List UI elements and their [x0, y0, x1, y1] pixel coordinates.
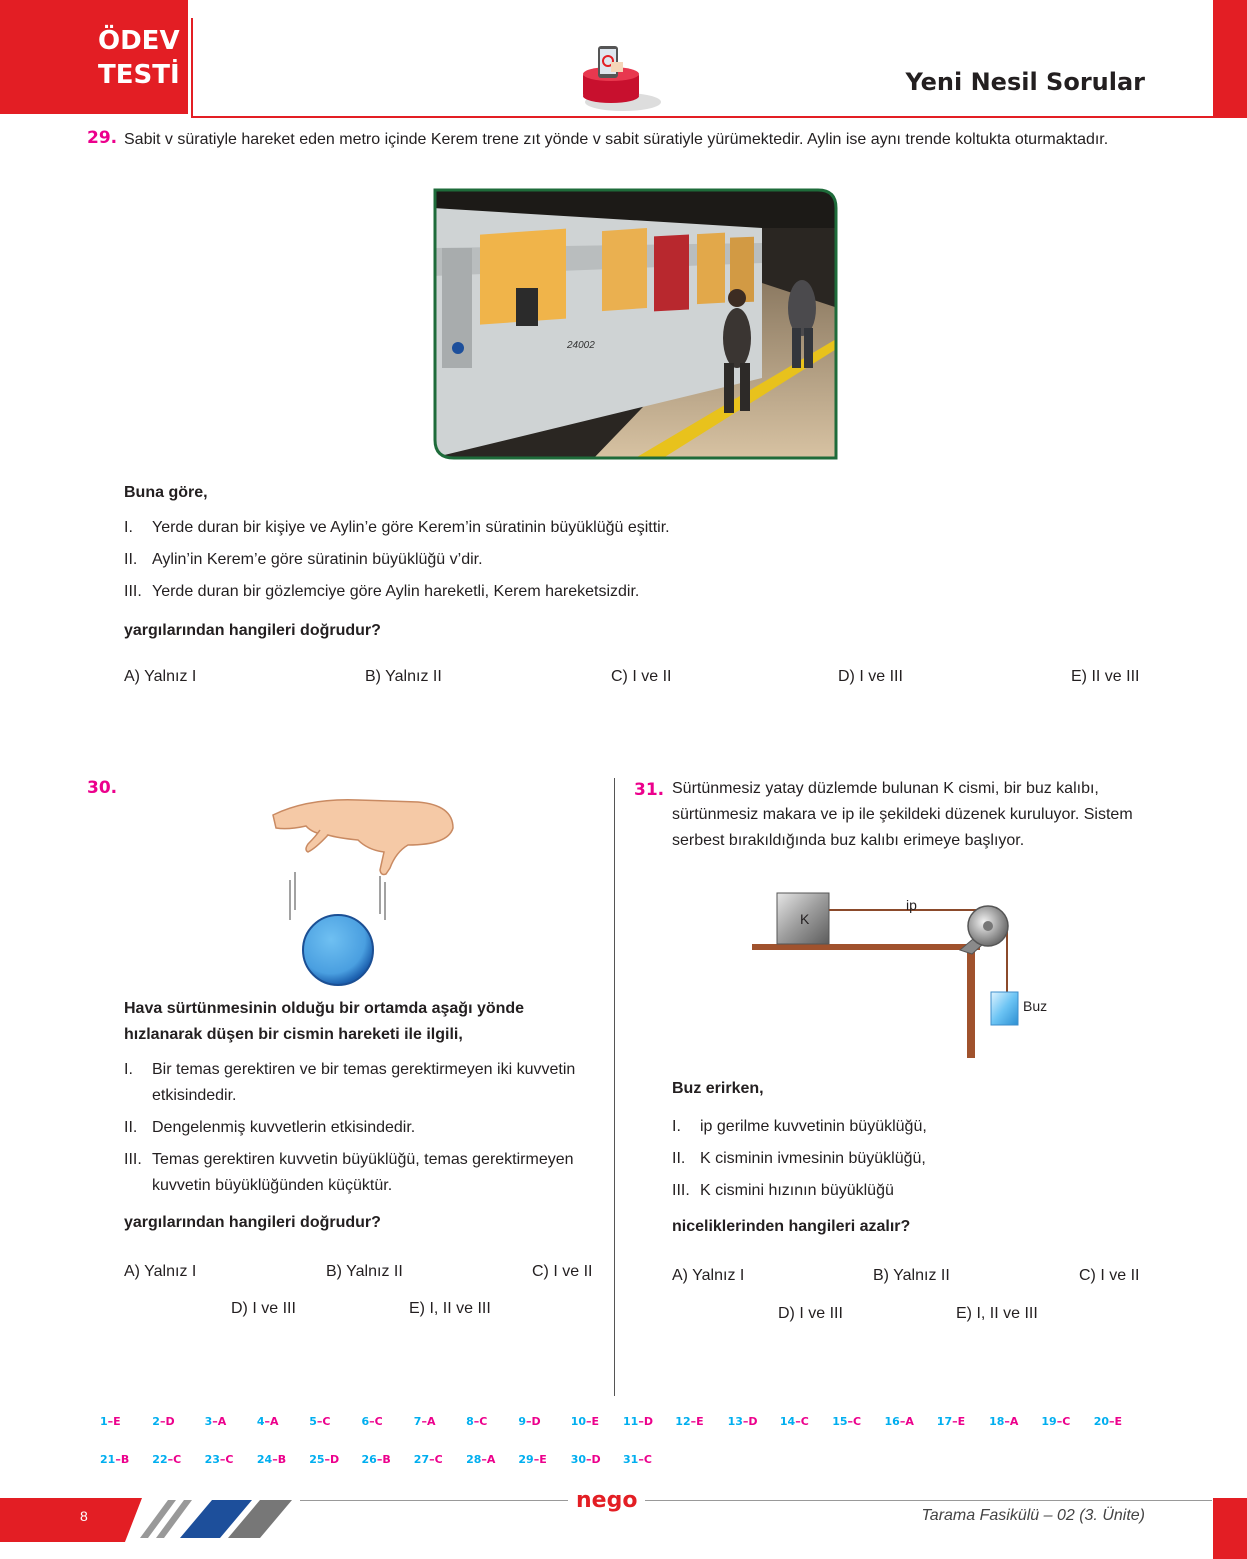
answer-key-letter: E	[113, 1415, 121, 1428]
answer-key-dash: –	[167, 1453, 174, 1466]
question-31-option-a[interactable]: A) Yalnız I	[672, 1267, 745, 1284]
answer-key-letter: D	[591, 1453, 601, 1466]
answer-key-dash: –	[1109, 1415, 1115, 1428]
answer-key-letter: A	[486, 1453, 496, 1466]
label-buz: Buz	[1023, 998, 1048, 1014]
answer-key-item	[885, 1415, 914, 1428]
footer-stripes	[132, 1498, 302, 1542]
question-29-statement-3: III. Yerde duran bir gözlemciye göre Aylin hareketli, Kerem hareketsizdir.	[124, 583, 640, 600]
answer-key-letter: C	[173, 1453, 182, 1466]
answer-key-letter: C	[374, 1415, 383, 1428]
answer-key-dash: –	[952, 1415, 958, 1428]
question-29-option-c[interactable]: C) I ve II	[611, 668, 672, 685]
answer-key-number: 3	[204, 1415, 213, 1428]
answer-key-dash: –	[526, 1415, 532, 1428]
answer-key-item	[152, 1453, 181, 1466]
answer-key-item	[257, 1415, 279, 1428]
answer-key-dash: –	[376, 1453, 383, 1466]
question-30-statement-3: III. Temas gerektiren kuvvetin büyüklüğü, temas gerektirmeyen kuvvetin büyüklüğünden küçüktür.	[124, 1151, 574, 1194]
answer-key-number: 10	[570, 1415, 586, 1428]
answer-key-letter: D	[748, 1415, 758, 1428]
booklet-title: Tarama Fasikülü – 02 (3. Ünite)	[921, 1507, 1145, 1524]
answer-key-item	[309, 1415, 330, 1428]
answer-key-item	[100, 1453, 129, 1466]
question-30-number: 30.	[87, 778, 118, 798]
answer-key-item	[414, 1415, 436, 1428]
answer-key-number: 15	[832, 1415, 848, 1428]
question-29-option-a[interactable]: A) Yalnız I	[124, 668, 197, 685]
answer-key-number: 19	[1041, 1415, 1057, 1428]
answer-key-number: 5	[309, 1415, 317, 1428]
answer-key-dash: –	[421, 1415, 427, 1428]
test-badge	[0, 0, 188, 114]
question-31-option-c[interactable]: C) I ve II	[1079, 1267, 1140, 1284]
answer-key-letter: A	[905, 1415, 914, 1428]
answer-key-dash: –	[316, 1415, 323, 1428]
answer-key-dash: –	[795, 1415, 801, 1428]
phone-at-icon	[578, 44, 664, 114]
question-29-option-b[interactable]: B) Yalnız II	[365, 668, 442, 685]
question-30-option-b[interactable]: B) Yalnız II	[326, 1263, 403, 1280]
train-number: 24002	[567, 340, 595, 351]
corner-bar-bottom	[1213, 1498, 1247, 1559]
answer-key-number: 31	[623, 1453, 639, 1466]
answer-key-dash: –	[638, 1453, 644, 1466]
answer-key-number: 20	[1093, 1415, 1109, 1428]
answer-key-number: 17	[936, 1415, 953, 1428]
question-30-option-c[interactable]: C) I ve II	[532, 1263, 593, 1280]
answer-key-dash: –	[159, 1415, 166, 1428]
answer-key-dash: –	[115, 1453, 121, 1466]
answer-key-item	[466, 1453, 495, 1466]
answer-key-letter: B	[382, 1453, 391, 1466]
answer-key-letter: A	[217, 1415, 227, 1428]
question-30-prompt: yargılarından hangileri doğrudur?	[124, 1214, 381, 1231]
answer-key-letter: A	[270, 1415, 279, 1428]
header-rule	[193, 116, 1213, 118]
answer-key-letter: D	[531, 1415, 541, 1428]
label-ip: ip	[906, 897, 917, 913]
answer-key-item	[937, 1415, 965, 1428]
corner-bar-top	[1213, 0, 1247, 118]
answer-key-item	[518, 1453, 546, 1466]
answer-key-number: 21	[100, 1453, 116, 1466]
answer-key-dash: –	[586, 1453, 592, 1466]
answer-key-letter: E	[1114, 1415, 1123, 1428]
answer-key-item	[257, 1453, 286, 1466]
question-31-number: 31.	[634, 780, 665, 800]
answer-key-dash: –	[429, 1453, 435, 1466]
question-30-option-e[interactable]: E) I, II ve III	[409, 1300, 491, 1317]
answer-key-dash: –	[272, 1453, 278, 1466]
answer-key-letter: B	[277, 1453, 287, 1466]
answer-key-dash: –	[369, 1415, 375, 1428]
answer-key-dash: –	[586, 1415, 592, 1428]
answer-key-item	[362, 1415, 383, 1428]
footer-rule	[300, 1500, 1212, 1501]
answer-key-dash: –	[742, 1415, 749, 1428]
answer-key-item	[205, 1415, 227, 1428]
answer-key-item	[100, 1415, 121, 1428]
question-29-prompt: yargılarından hangileri doğrudur?	[124, 622, 381, 639]
answer-key-item	[1094, 1415, 1122, 1428]
answer-key-number: 7	[413, 1415, 422, 1428]
question-31-statement-2: II. K cisminin ivmesinin büyüklüğü,	[672, 1150, 926, 1167]
question-29-statement-2: II. Aylin’in Kerem’e göre süratinin büyüklüğü v’dir.	[124, 551, 483, 568]
page-number: 8	[80, 1508, 88, 1524]
answer-key-number: 12	[675, 1415, 691, 1428]
answer-key-letter: C	[479, 1415, 488, 1428]
answer-key-item	[623, 1453, 652, 1466]
answer-key-number: 27	[413, 1453, 430, 1466]
answer-key-item	[623, 1415, 653, 1428]
answer-key-item	[414, 1453, 443, 1466]
answer-key-letter: D	[165, 1415, 175, 1428]
page-title: Yeni Nesil Sorular	[905, 68, 1145, 96]
answer-key-letter: C	[643, 1453, 652, 1466]
answer-key-dash: –	[533, 1453, 540, 1466]
answer-key-item	[675, 1415, 703, 1428]
answer-key-dash: –	[899, 1415, 906, 1428]
answer-key-letter: E	[539, 1453, 547, 1466]
answer-key-dash: –	[264, 1415, 271, 1428]
question-30-option-d[interactable]: D) I ve III	[231, 1300, 296, 1317]
answer-key-item	[309, 1453, 339, 1466]
answer-key-letter: D	[330, 1453, 340, 1466]
question-31-prompt: niceliklerinden hangileri azalır?	[672, 1218, 911, 1235]
question-31-statement-3: III. K cismini hızının büyüklüğü	[672, 1182, 894, 1199]
answer-key-dash: –	[690, 1415, 697, 1428]
answer-key-item	[989, 1415, 1018, 1428]
answer-key-dash: –	[847, 1415, 853, 1428]
question-29-option-e[interactable]: E) II ve III	[1071, 668, 1140, 685]
answer-key-number: 13	[727, 1415, 743, 1428]
badge-line-2: TESTİ	[98, 60, 180, 90]
question-30-statement-1: I. Bir temas gerektiren ve bir temas gerektirmeyen iki kuvvetin etkisindedir.	[124, 1061, 576, 1104]
question-31-option-d[interactable]: D) I ve III	[778, 1305, 843, 1322]
answer-key-item	[362, 1453, 391, 1466]
answer-key-number: 11	[623, 1415, 639, 1428]
answer-key-number: 18	[989, 1415, 1005, 1428]
answer-key-item	[780, 1415, 809, 1428]
answer-key-number: 8	[466, 1415, 474, 1428]
answer-key-item	[205, 1453, 234, 1466]
answer-key-number: 6	[361, 1415, 370, 1428]
answer-key-number: 23	[204, 1453, 220, 1466]
answer-key-letter: E	[696, 1415, 704, 1428]
answer-key-letter: C	[1062, 1415, 1071, 1428]
answer-key-item	[832, 1415, 861, 1428]
question-31-lead: Buz erirken,	[672, 1080, 764, 1097]
answer-key-letter: D	[643, 1415, 653, 1428]
answer-key-dash: –	[481, 1453, 487, 1466]
answer-key-letter: C	[322, 1415, 331, 1428]
answer-key-letter: A	[1009, 1415, 1019, 1428]
question-31-stem: Sürtünmesiz yatay düzlemde bulunan K cismi, bir buz kalıbı, sürtünmesiz makara ve ip ile şekildeki düzenek kuruluyor. Sistem serbest bırakıldığında buz kalıbı erimeye başlıyor.	[672, 780, 1133, 849]
footer-red-tab	[0, 1498, 142, 1542]
question-31-option-e[interactable]: E) I, II ve III	[956, 1305, 1038, 1322]
answer-key-item	[571, 1415, 599, 1428]
answer-key-number: 24	[256, 1453, 273, 1466]
question-29-lead: Buna göre,	[124, 484, 208, 501]
answer-key-number: 29	[518, 1453, 534, 1466]
pulley-diagram	[750, 888, 1060, 1060]
answer-key-item	[571, 1453, 601, 1466]
answer-key-dash: –	[638, 1415, 644, 1428]
answer-key-dash: –	[1004, 1415, 1010, 1428]
answer-key-letter: A	[426, 1415, 436, 1428]
answer-key-letter: B	[120, 1453, 130, 1466]
answer-key-item	[728, 1415, 758, 1428]
answer-key-letter: E	[957, 1415, 966, 1428]
answer-key-number: 30	[570, 1453, 586, 1466]
question-31-option-b[interactable]: B) Yalnız II	[873, 1267, 950, 1284]
answer-key-dash: –	[324, 1453, 330, 1466]
answer-key-item	[518, 1415, 540, 1428]
publisher-logo: nego	[568, 1488, 645, 1513]
metro-photo	[432, 188, 838, 460]
answer-key-dash: –	[473, 1415, 480, 1428]
answer-key-dash: –	[212, 1415, 218, 1428]
question-29-stem: Sabit v süratiyle hareket eden metro içinde Kerem trene zıt yönde v sabit süratiyle yürümektedir. Aylin ise aynı trende koltukta oturmaktadır.	[124, 131, 1109, 148]
answer-key-item	[152, 1415, 174, 1428]
question-29-number: 29.	[87, 128, 118, 148]
answer-key-letter: C	[225, 1453, 234, 1466]
badge-divider	[191, 18, 193, 118]
answer-key-number: 4	[256, 1415, 265, 1428]
question-30-statement-2: II. Dengelenmiş kuvvetlerin etkisindedir.	[124, 1119, 416, 1136]
question-30-option-a[interactable]: A) Yalnız I	[124, 1263, 197, 1280]
answer-key-letter: E	[591, 1415, 600, 1428]
answer-key-number: 25	[309, 1453, 325, 1466]
answer-key-dash: –	[1056, 1415, 1063, 1428]
answer-key-number: 9	[518, 1415, 527, 1428]
answer-key-number: 28	[466, 1453, 482, 1466]
label-k: K	[800, 911, 810, 927]
question-29-statement-1: I. Yerde duran bir kişiye ve Aylin’e göre Kerem’in süratinin büyüklüğü eşittir.	[124, 519, 670, 536]
column-divider	[614, 778, 615, 1396]
answer-key-item	[466, 1415, 487, 1428]
answer-key-letter: C	[434, 1453, 443, 1466]
answer-key-dash: –	[219, 1453, 226, 1466]
answer-key-number: 14	[779, 1415, 796, 1428]
hand-ball-figure	[268, 790, 458, 990]
answer-key-letter: C	[800, 1415, 809, 1428]
question-30-stem: Hava sürtünmesinin olduğu bir ortamda aşağı yönde hızlanarak düşen bir cismin hareketi ile ilgili,	[124, 1000, 525, 1043]
answer-key-dash: –	[107, 1415, 114, 1428]
answer-key-letter: C	[853, 1415, 862, 1428]
answer-key-number: 26	[361, 1453, 377, 1466]
answer-key-number: 16	[884, 1415, 900, 1428]
badge-line-1: ÖDEV	[98, 26, 180, 56]
answer-key-number: 22	[152, 1453, 168, 1466]
question-31-statement-1: I. ip gerilme kuvvetinin büyüklüğü,	[672, 1118, 927, 1135]
question-29-option-d[interactable]: D) I ve III	[838, 668, 903, 685]
answer-key-number: 1	[100, 1415, 108, 1428]
answer-key-item	[1041, 1415, 1070, 1428]
answer-key-number: 2	[152, 1415, 160, 1428]
